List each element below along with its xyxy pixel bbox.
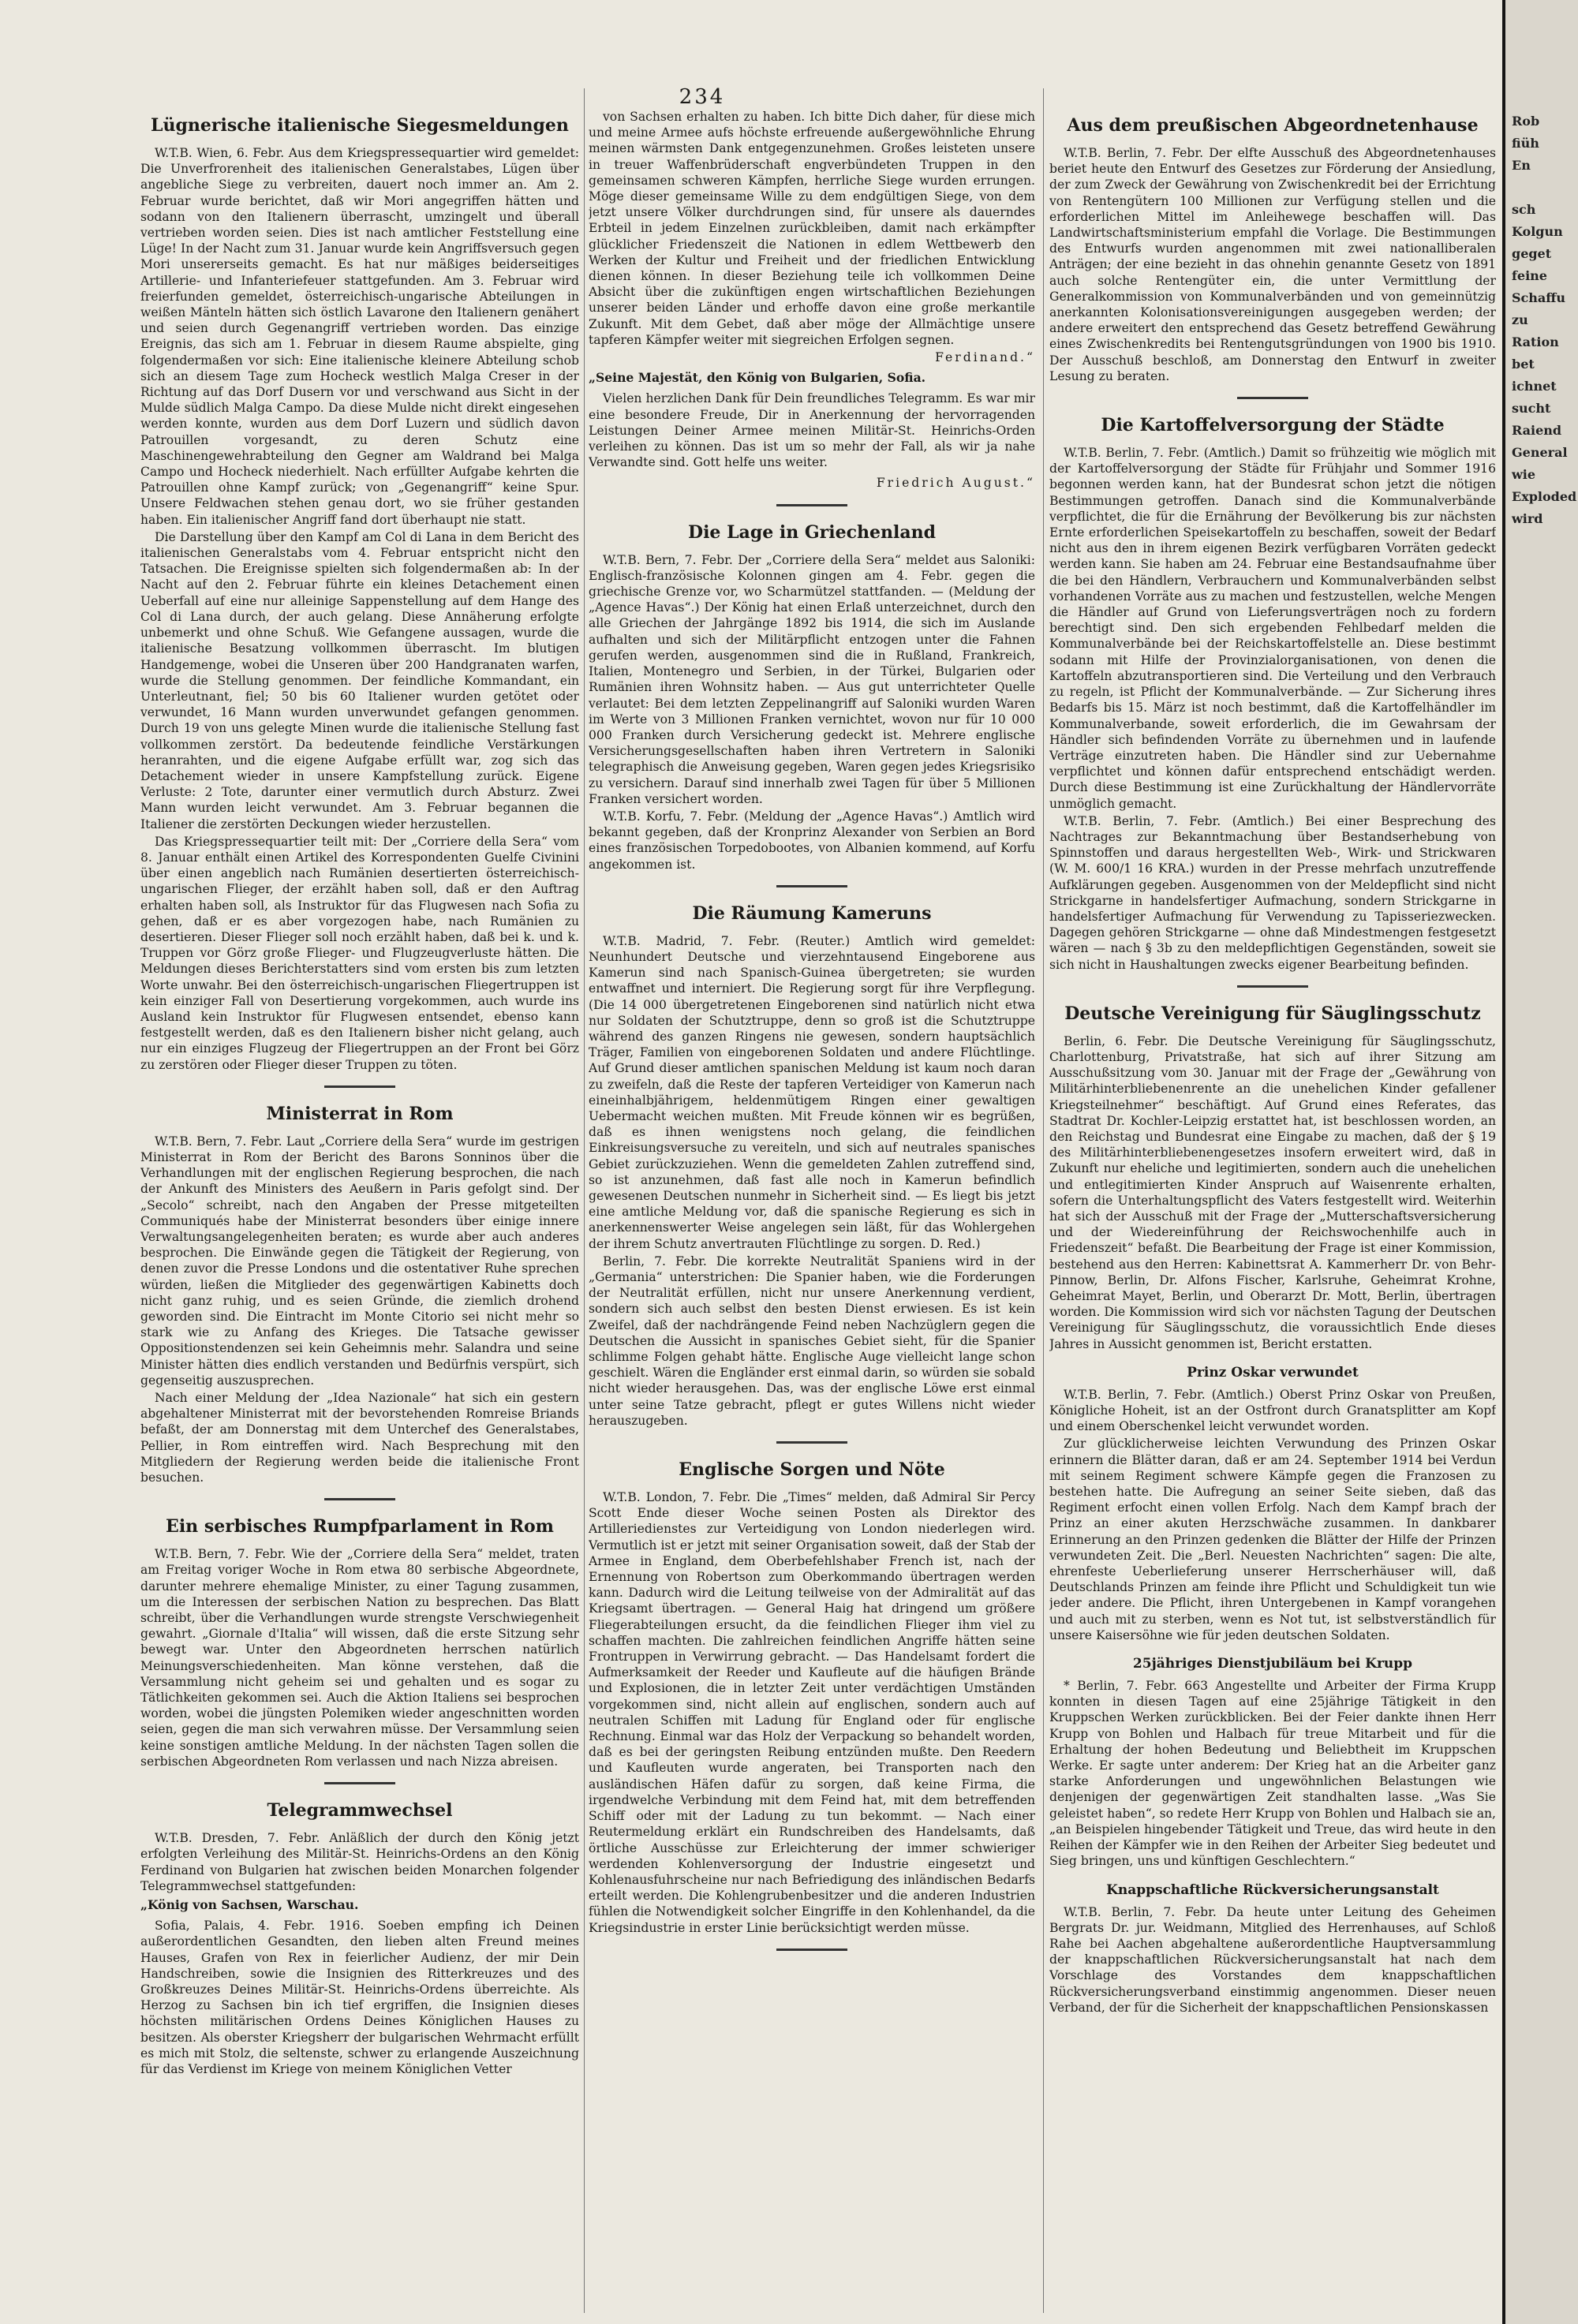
- article-headline: Aus dem preußischen Abgeordnetenhause: [1067, 115, 1479, 136]
- adjacent-page-text: Rob fiüh En sch Kolgun geget feine Schaffu zu Ration bet ichnet sucht Raiend General wie Exploded wird: [1512, 114, 1577, 526]
- article-paragraph: Zur glücklicherweise leichten Verwundung des Prinzen Oskar erinnern die Blätter daran, daß er am 24. September 1914 bei Verdun mit seinem Regiment schwere Kämpfe gegen die Franzosen zu bestehen hatte. Die Aufregung an seiner Seite sieben, daß das Regiment erfocht einen vollen Erfolg. Nach dem Kampf brach der Prinz an einer akuten Herzschwäche zusammen. In dankbarer Erinnerung an den Prinzen gedenken die Blätter der Hilfe der Prinzen verwundeten Zeit. Die „Berl. Neuesten Nachrichten“ sagen: Die alte, ehrenfeste Ueberlieferung unserer Herrscherhäuser will, daß Deutschlands Prinzen am feinde ihre Pflicht und Schuldigkeit tun wie jeder andere. Die Pflicht, ihren Untergebenen in Kampf vorangehen und auch mit zu sterben, wenn es Not tut, ist selbstverständlich für unsere Kaisersöhne wie für jeden deutschen Soldaten.: [1049, 1437, 1496, 1642]
- article-paragraph: W.T.B. Wien, 6. Febr. Aus dem Kriegspressequartier wird gemeldet: Die Unverfrorenheit des italienischen Generalstabes, Lügen über angebliche Siege zu verbreiten, dauert noch immer an. Am 2. Februar wurde berichtet, daß wir Mori angegriffen hätten und sodann von den Italienern überrascht, umzingelt und überall vertrieben worden seien. Dies ist nach amtlicher Feststellung eine Lüge! In der Nacht zum 31. Januar wurde kein Angriffsversuch gegen Mori unsererseits gemacht. Es hat nur mäßiges beiderseitiges Artillerie- und Infanteriefeuer stattgefunden. Am 3. Februar wird freierfunden gemeldet, österreichisch-ungarische Abteilungen in weißen Mänteln hätten sich östlich Lavarone den Italienern genähert und seien durch Gegenangriff vertrieben worden. Das einzige Ereignis, das sich am 1. Februar in diesem Raume abspielte, ging folgendermaßen vor sich: Eine italienische kleinere Abteilung schob sich an diesem Tage zum Hocheck westlich Malga Creser in der Richtung auf das Dorf Dusern vor und verschwand aus Sicht in der Mulde südlich Malga Campo. Da diese Mulde nicht direkt eingesehen werden konnte, wurden aus dem Dorf Luzern und südlich davon Patrouillen vorgesandt, zu deren Schutz eine Maschinengewehrabteilung den Gegner am Waldrand bei Malga Campo und Hocheck niederhielt. Nach erfüllter Aufgabe kehrten die Patrouillen ohne Kampf zurück; von „Gegenangriff“ keine Spur. Unsere Feldwachen stehen genau dort, wo sie früher gestanden haben. Ein italienischer Angriff fand dort überhaupt nie statt.: [140, 146, 579, 527]
- article-serbian-parliament: [140, 1515, 579, 1769]
- article-headline: Telegrammwechsel: [267, 1800, 453, 1821]
- article-krupp-jubilee: [1049, 1654, 1496, 1869]
- article-separator: [776, 1948, 847, 1951]
- article-infant-protection: [1049, 1002, 1496, 1352]
- article-paragraph: * Berlin, 7. Febr. 663 Angestellte und Arbeiter der Firma Krupp konnten in diesen Tagen auf eine 25jährige Tätigkeit in den Kruppschen Werken zurückblicken. Bei der Feier dankte ihnen Herr Krupp von Bohlen und Halbach für treue Mitarbeit und für die Erhaltung der hohen Bedeutung und Beliebtheit im Kruppschen Werke. Er sagte unter anderem: Der Krieg hat an die Arbeiter ganz starke Anforderungen und ungewöhnlichen Belastungen wie denjenigen der gegenwärtigen Zeit standhalten lasse. „Was Sie geleistet haben“, so redete Herr Krupp von Bohlen und Halbach sie an, „an Beispielen hingebender Tätigkeit und Treue, das wird heute in den Reihen der Kämpfer wie in den Reihen der Arbeiter Sieg bedeutet und Sieg bringen, uns und künftigen Geschlechtern.“: [1049, 1679, 1496, 1869]
- article-separator: [776, 504, 847, 506]
- article-subheadline: Knappschaftliche Rückversicherungsanstalt: [1106, 1881, 1439, 1898]
- article-paragraph: W.T.B. Berlin, 7. Febr. (Amtlich.) Oberst Prinz Oskar von Preußen, Königliche Hoheit, ist an der Ostfront durch Granatsplitter am Kopf und einem Oberschenkel leicht verwundet worden.: [1049, 1387, 1496, 1434]
- article-paragraph: W.T.B. Bern, 7. Febr. Laut „Corriere della Sera“ wurde im gestrigen Ministerrat in Rom der Bericht des Barons Sonninos über die Verhandlungen mit der englischen Regierung besprochen, die nach der Ankunft des Ministers des Aeußern in Paris gefolgt sind. Der „Secolo“ schreibt, nach den Angaben der Presse mitgeteilten Communiqués habe der Ministerrat besonders über einige innere Verwaltungsangelegenheiten beraten; es wurde aber auch anderes besprochen. Die Einwände gegen die Tätigkeit der Regierung, von denen zuvor die Presse Londons und die ostentativer Ruhe sprechen würden, ließen die Mitglieder des gegenwärtigen Kabinetts doch nicht ganz ruhig, und es seien Gründe, die ziemlich drohend geworden sind. Die Eintracht im Monte Citorio sei nicht mehr so stark wie zu Anfang des Krieges. Die Tatsache gewisser Oppositionstendenzen sei kein Geheimnis mehr. Salandra und seine Minister hätten dies endlich verstanden und Bedürfnis verspürt, sich gegenseitig auszusprechen.: [140, 1134, 579, 1388]
- article-separator: [776, 1441, 847, 1444]
- telegram-text: Vielen herzlichen Dank für Dein freundliches Telegramm. Es war mir eine besondere Freude, Dir in Anerkennung der hervorragenden Leistungen Deiner Armee meinen Militär-St. Heinrichs-Orden verleihen zu können. Das ist um so mehr der Fall, als wir ja nahe Verwandte sind. Gott helfe uns weiter.: [589, 391, 1035, 470]
- telegram-signature: Friedrich August.“: [876, 476, 1035, 491]
- article-paragraph: W.T.B. Berlin, 7. Febr. (Amtlich.) Damit so frühzeitig wie möglich mit der Kartoffelversorgung der Städte für Frühjahr und Sommer 1916 begonnen werden kann, hat der Bundesrat schon jetzt die nötigen Bestimmungen getroffen. Danach sind die Kommunalverbände verpflichtet, die für die Ernährung der Bevölkerung bis zur nächsten Ernte erforderlichen Speisekartoffeln zu beschaffen, soweit der Bedarf nicht aus den in ihrem eigenen Bezirk verfügbaren Vorräten gedeckt werden kann. Sie haben am 24. Februar eine Bestandsaufnahme über die bei den Händlern, Verbrauchern und Kommunalverbänden selbst vorhandenen Vorräte aus zu machen und festzustellen, welche Mengen die Händler auf Grund von Lieferungsverträgen noch zu fordern berechtigt sind. Den sich ergebenden Fehlbedarf melden die Kommunalverbände bei der Reichskartoffelstelle an. Diese bestimmt sodann mit Hilfe der Provinzialorganisationen, von denen die Kartoffeln abzutransportieren sind. Die Verteilung und den Verbrauch zu regeln, ist Pflicht der Kommunalverbände. — Zur Sicherung ihres Bedarfs bis 15. März ist noch bestimmt, daß die Kartoffelhändler im Kommunalverbande, soweit erforderlich, die im Gewahrsam der Händler sich befindenden Vorräte zu übernehmen und in laufende Verträge einzutreten haben. Die Händler sind zur Uebernahme verpflichtet und können dafür entsprechend entschädigt werden. Durch diese Bestimmung ist eine Zurückhaltung der Händlervorräte unmöglich gemacht.: [1049, 446, 1496, 811]
- article-paragraph: W.T.B. Berlin, 7. Febr. (Amtlich.) Bei einer Besprechung des Nachtrages zur Bekanntmachung über Bestandserhebung von Spinnstoffen und daraus hergestellten Web-, Wirk- und Strickwaren (W. M. 600/1 16 KRA.) wurden in der Presse mehrfach unzutreffende Aufklärungen gegeben. Ausgenommen von der Meldepflicht sind nicht Strickgarne in handelsfertiger Aufmachung, sondern Strickgarne in handelsfertiger Aufmachung für Verwendung zu Tapisseriezwecken. Dagegen gehören Strickgarne — ohne daß Mindestmengen festgesetzt wären — nach § 3b zu den meldepflichtigen Gegenständen, soweit sie sich nicht in Haushaltungen zwecks eigener Bearbeitung befinden.: [1049, 813, 1496, 972]
- article-headline: Lügnerische italienische Siegesmeldungen: [151, 115, 569, 136]
- article-paragraph: Berlin, 6. Febr. Die Deutsche Vereinigung für Säuglingsschutz, Charlottenburg, Privatstraße, hat sich auf ihrer Sitzung am Ausschußsitzung vom 30. Januar mit der Frage der „Gewährung von Militärhinterbliebenenrente an die unehelichen Kinder gefallener Kriegsteilnehmer“ beschäftigt. Auf Grund eines Referates, das Stadtrat Dr. Kochler-Leipzig erstattet hat, ist beschlossen worden, an den Reichstag und Bundesrat eine Eingabe zu machen, daß der § 19 des Militärhinterbliebenengesetzes insofern erweitert wird, daß in Zukunft nur eheliche und legitimierten, sondern auch die unehelichen und entlegitimierten Kinder Anspruch auf Waisenrente erhalten, sofern die Unterhaltungspflicht des Vaters festgestellt wird. Weiterhin hat sich der Ausschuß mit der Frage der „Mutterschaftsversicherung und der Wiedereinführung der Reichswochenhilfe auch in Friedenszeit“ befaßt. Die Bearbeitung der Frage ist einer Kommission, bestehend aus den Herren: Kabinettsrat A. Kammerherr Dr. von Behr-Pinnow, Berlin, Dr. Alfons Fischer, Karlsruhe, Geheimrat Krohne, Geheimrat Mayet, Berlin, und Oberarzt Dr. Mott, Berlin, übertragen worden. Die Kommission wird sich vor nächsten Tagung der Deutschen Vereinigung für Säuglingsschutz, die voraussichtlich Ende dieses Jahres in Aussicht genommen ist, Bericht erstatten.: [1049, 1033, 1496, 1351]
- column-3: [1049, 109, 1496, 2310]
- article-paragraph: W.T.B. Berlin, 7. Febr. Da heute unter Leitung des Geheimen Bergrats Dr. jur. Weidmann, Mitglied des Herrenhauses, auf Schloß Rahe bei Aachen abgehaltene außerordentliche Hauptversammlung der knappschaftlichen Rückversicherungsanstalt hat nach dem Vorschlage des Vorstandes dem knappschaftlichen Rückversicherungsverband einstimmig angenommen. Dieser neuen Verband, der für die Sicherheit der knappschaftlichen Pensionskassen: [1049, 1904, 1496, 2015]
- telegram-address: „König von Sachsen, Warschau.: [140, 1896, 359, 1912]
- telegram-text: Sofia, Palais, 4. Febr. 1916. Soeben empfing ich Deinen außerordentlichen Gesandten, den lieben alten Freund meines Hauses, Grafen von Rex in feierlicher Audienz, der mir Dein Handschreiben, sowie die Insignien des Ritterkreuzes und des Großkreuzes Deines Militär-St. Heinrichs-Ordens überreichte. Als Herzog zu Sachsen bin ich tief ergriffen, die Insignien dieses höchsten militärischen Ordens Deines Königlichen Hauses zu besitzen. Als oberster Kriegsherr der bulgarischen Wehrmacht erfüllt es mich mit Stolz, die seltenste, schwer zu erlangende Auszeichnung für das Verdienst im Kriege von meinem Königlichen Vetter: [140, 1919, 579, 2076]
- article-separator: [324, 1782, 395, 1784]
- article-separator: [1237, 985, 1308, 988]
- article-paragraph: W.T.B. Bern, 7. Febr. Der „Corriere della Sera“ meldet aus Saloniki: Englisch-französische Kolonnen gingen am 4. Febr. gegen die griechische Grenze vor, wo Scharmützel stattfanden. — (Meldung der „Agence Havas“.) Der König hat einen Erlaß unterzeichnet, durch den alle Griechen der Jahrgänge 1892 bis 1914, die sich im Auslande aufhalten und sich der Militärpflicht entzogen unter die Fahnen gerufen werden, ausgenommen sind die in Rußland, Frankreich, Italien, Montenegro und Serbien, in der Türkei, Bulgarien oder Rumänien ihren Wohnsitz haben. — Aus gut unterrichteter Quelle verlautet: Bei dem letzten Zeppelinangriff auf Saloniki wurden Waren im Werte von 3 Millionen Franken vernichtet, wovon nur für 10 000 000 Franken durch Versicherung gedeckt ist. Mehrere englische Versicherungsgesellschaften haben ihren Vertretern in Saloniki telegraphisch die Anweisung gegeben, Waren gegen jedes Kriegsrisiko zu versichern. Darauf sind innerhalb zwei Tagen für über 5 Millionen Franken versichert worden.: [589, 552, 1035, 806]
- article-paragraph: W.T.B. Madrid, 7. Febr. (Reuter.) Amtlich wird gemeldet: Neunhundert Deutsche und vierzehntausend Eingeborene aus Kamerun sind nach Spanisch-Guinea übergetreten; sie wurden entwaffnet und interniert. Die Regierung sorgt für ihre Verpflegung. (Die 14 000 übergetretenen Eingeborenen sind natürlich nicht etwa nur Soldaten der Schutztruppe, denn so groß ist die Schutztruppe während des ganzen Ringens nie gewesen, sondern hauptsächlich Träger, Familien von eingeborenen Soldaten und andere Flüchtlinge. Auf Grund dieser amtlichen spanischen Meldung ist kaum noch daran zu zweifeln, daß die Reste der tapferen Verteidiger von Kamerun nach eineinhalbjährigem, heldenmütigem Ringen einer gewaltigen Uebermacht weichen mußten. Mit Freude können wir es begrüßen, daß es ihnen wenigstens noch gelang, die feindlichen Einkreisungsversuche zu vereiteln, und sich auf neutrales spanisches Gebiet zurückzuziehen. Wenn die gemeldeten Zahlen zutreffend sind, so ist anzunehmen, daß fast alle noch in Kamerun befindlich gewesenen Deutschen nunmehr in Sicherheit sind. — Es liegt bis jetzt eine amtliche Meldung vor, daß die spanische Regierung es sich in anerkennenswerter Weise angelegen sein läßt, für das Wohlergehen der ihrem Schutz anvertrauten Flüchtlinge zu sorgen. D. Red.): [589, 933, 1035, 1251]
- article-telegram-exchange: [140, 1799, 579, 2077]
- adjacent-page-fragment: [1505, 0, 1578, 2324]
- column-2: [589, 109, 1035, 2310]
- article-paragraph: W.T.B. Korfu, 7. Febr. (Meldung der „Agence Havas“.) Amtlich wird bekannt gegeben, daß der Kronprinz Alexander von Serbien an Bord eines französischen Torpedobootes, von Albanien kommend, auf Korfu angekommen ist.: [589, 809, 1035, 872]
- article-greece: [589, 521, 1035, 872]
- article-headline: Englische Sorgen und Nöte: [679, 1459, 945, 1481]
- article-headline: Die Lage in Griechenland: [688, 521, 936, 543]
- article-paragraph: W.T.B. Bern, 7. Febr. Wie der „Corriere della Sera“ meldet, traten am Freitag voriger Woche in Rom etwa 80 serbische Abgeordnete, darunter mehrere ehemalige Minister, zu einer Tagung zusammen, um die Interessen der serbischen Nation zu besprechen. Das Blatt schreibt, über die Verhandlungen wurde strengste Verschwiegenheit gewahrt. „Giornale d'Italia“ will wissen, daß die erste Sitzung sehr bewegt war. Unter den Abgeordneten herrschen natürlich Meinungsverschiedenheiten. Man könne verstehen, daß die Versammlung nicht geheim sei und gehalten und es sogar zu Tätlichkeiten gekommen sei. Auch die Aktion Italiens sei besprochen worden, wobei die jüngsten Polemiken wieder angeschnitten worden seien, gegen die man sich verwahren müsse. Der Versammlung seien keine sonstigen amtliche Meldung. In der nächsten Tagen sollen die serbischen Abgeordneten Rom verlassen und nach Nizza abreisen.: [140, 1547, 579, 1769]
- article-italian-reports: [140, 114, 579, 1073]
- article-headline: Die Räumung Kameruns: [692, 902, 932, 924]
- telegram-signature: Ferdinand.“: [935, 350, 1035, 365]
- article-ministerrat: [140, 1102, 579, 1485]
- article-english-worries: [589, 1458, 1035, 1936]
- article-headline: Ministerrat in Rom: [266, 1103, 454, 1124]
- article-paragraph: W.T.B. Berlin, 7. Febr. Der elfte Ausschuß des Abgeordnetenhauses beriet heute den Entwurf des Gesetzes zur Förderung der Ansiedlung, der zum Zweck der Gewährung von Zwischenkredit bei der Errichtung von Rentengütern 100 Millionen zur Verfügung stellen und die erforderlichen Mittel im Anleihewege beschaffen will. Das Landwirtschaftsministerium empfahl die Vorlage. Die Bestimmungen des Entwurfs wurden angenommen mit zwei nationalliberalen Anträgen; der eine bezieht in das ohnehin genannte Gesetz von 1891 auch solche Rentengüter ein, die unter Vermittlung der Generalkommission von Kommunalverbänden und von gemeinnützig anerkannten Kolonisationsvereinigungen ausgegeben werden; der andere erweitert den entsprechend das Gesetz betreffend Gewährung eines Zwischenkredits bei Rentengutsgründungen von 1900 bis 1910. Der Ausschuß beschloß, am Donnerstag den Entwurf in zweiter Lesung zu beraten.: [1049, 146, 1496, 383]
- article-separator: [1237, 397, 1308, 399]
- article-reinsurance: [1049, 1881, 1496, 2016]
- article-prussian-parliament: [1049, 114, 1496, 384]
- telegram-address: „Seine Majestät, den König von Bulgarien, Sofia.: [589, 370, 926, 386]
- column-rule: [1043, 88, 1044, 2313]
- article-paragraph: Die Darstellung über den Kampf am Col di Lana in dem Bericht des italienischen Generalstabs vom 4. Februar entspricht nicht den Tatsachen. Die Ereignisse spielten sich folgendermaßen ab: In der Nacht auf den 2. Februar führte ein kleines Detachement einen Ueberfall auf eine nur alleinige Sappenstellung auf dem Hange des Col di Lana durch, der auch gelang. Diese Annäherung erfolgte unbemerkt und ohne Schuß. Wie Gefangene aussagen, wurde die italienische Besatzung vollkommen überrascht. Im blutigen Handgemenge, wobei die Unseren über 200 Handgranaten warfen, wurde die Stellung genommen. Der feindliche Kommandant, ein Unterleutnant, fiel; 50 bis 60 Italiener wurden getötet oder verwundet, 16 Mann wurden unverwundet gefangen genommen. Durch 19 von uns gelegte Minen wurde die italienische Stellung fast vollkommen zerstört. Da bedeutende feindliche Verstärkungen heranrahten, und die eigene Aufgabe erfüllt war, zog sich das Detachement wieder in unsere Kampfstellung zurück. Eigene Verluste: 2 Tote, darunter einer vermutlich durch Absturz. Zwei Mann wurden leicht verwundet. Am 3. Februar begannen die Italiener die zerstörten Deckungen wieder herzustellen.: [140, 529, 579, 831]
- column-1: [140, 109, 579, 2310]
- article-paragraph: W.T.B. Dresden, 7. Febr. Anläßlich der durch den König jetzt erfolgten Verleihung des Militär-St. Heinrichs-Ordens an den König Ferdinand von Bulgarien hat zwischen beiden Monarchen folgender Telegrammwechsel stattgefunden:: [140, 1831, 579, 1893]
- article-paragraph: W.T.B. London, 7. Febr. Die „Times“ melden, daß Admiral Sir Percy Scott Ende dieser Woche seinen Posten als Direktor des Artilleriedienstes zur Verteidigung von London niederlegen wird. Vermutlich ist er jetzt mit seiner Organisation soweit, daß der Stab der Armee in England, dem Oberbefehlshaber French ist, nach der Ernennung von Robertson zum Oberkommando übertragen werden kann. Dadurch wird die Leitung teilweise von der Admiralität auf das Kriegsamt übertragen. — General Haig hat dringend um größere Fliegerabteilungen ersucht, da die feindlichen Flieger ihm viel zu schaffen machten. Die zahlreichen feindlichen Angriffe hätten seine Frontruppen in Verwirrung gebracht. — Das Handelsamt fordert die Aufmerksamkeit der Reeder und Kaufleute auf die häufigen Brände und Explosionen, die in letzter Zeit unter verdächtigen Umständen vorgekommen sind, nicht allein auf englischen, sondern auch auf neutralen Schiffen mit Ladung für England oder für englische Rechnung. Einmal war das Holz der Verpackung so behandelt worden, daß es bei der geringsten Reibung entzünden mußte. Den Reedern und Kaufleuten wurde angeraten, bei Transporten nach den ausländischen Häfen dafür zu sorgen, daß keine Firma, die irgendwelche Verbindung mit dem Feind hat, mit dem betreffenden Schiff oder mit der Ladung zu tun bekommt. — Nach einer Reutermeldung erklärt ein Rundschreiben des Handelsamts, daß örtliche Ausschüsse zur Erleichterung der immer schwieriger werdenden Kohlenversorgung der Industrie eingesetzt und Kohlenausfuhrscheine nur nach Befriedigung des inländischen Bedarfs erteilt werden. Die Kohlengrubenbesitzer und die anderen Industrien fühlen die Notwendigkeit solcher Eingriffe in den Kohlenhandel, da die Kriegsindustrie in erster Linie berücksichtigt werden müsse.: [589, 1490, 1035, 1935]
- article-headline: Ein serbisches Rumpfparlament in Rom: [166, 1516, 554, 1538]
- article-headline: Deutsche Vereinigung für Säuglingsschutz: [1064, 1003, 1481, 1024]
- article-separator: [324, 1085, 395, 1088]
- article-subheadline: Prinz Oskar verwundet: [1187, 1364, 1359, 1381]
- article-telegram-continued: [589, 109, 1035, 491]
- article-cameroon: [589, 902, 1035, 1429]
- article-headline: Die Kartoffelversorgung der Städte: [1101, 415, 1445, 436]
- article-paragraph: Berlin, 7. Febr. Die korrekte Neutralität Spaniens wird in der „Germania“ unterstrichen: Die Spanier haben, wie die Forderungen der Neutralität erfüllen, nicht nur unsere Anerkennung verdient, sondern sich auch selbst den besten Dienst erwiesen. Es ist kein Zweifel, daß der nachdrängende Feind neben Nachzüglern gegen die Deutschen die Aussicht in spanisches Gebiet sieht, für die Spanier schlimme Folgen gehabt hätte. Englische Auge vielleicht lange schon geschielt. Wären die Engländer erst einmal darin, so würden sie sobald nicht wieder herausgehen. Das, was der englische Löwe erst einmal unter seine Tatze gebracht, pflegt er gutes Willens nicht wieder herauszugeben.: [589, 1254, 1035, 1428]
- column-rule: [584, 88, 585, 2313]
- article-paragraph: Das Kriegspressequartier teilt mit: Der „Corriere della Sera“ vom 8. Januar enthält einen Artikel des Korrespondenten Guelfe Civinini über einen angeblich nach Rumänien desertierten österreichisch-ungarischen Flieger, der erzählt haben soll, daß er den Auftrag erhalten haben soll, als Instruktor für das Flugwesen nach Sofia zu gehen, daß er es aber vorgezogen habe, nach Rumänien zu desertieren. Dieser Flieger soll noch erzählt haben, daß bei k. und k. Truppen vor Görz große Flieger- und Flugzeugverluste hätten. Die Meldungen dieses Berichterstatters sind vom ersten bis zum letzten Worte unwahr. Bei den österreichisch-ungarischen Fliegertruppen ist kein einziger Fall von Desertierung vorgekommen, auch wurde ins Ausland kein Instruktor für Flugwesen entsendet, ebenso kann festgestellt werden, daß es den Italienern bisher nicht gelang, auch nur ein einziges Flugzeug der Fliegertruppen an der Front bei Görz zu zerstören oder Flieger dieser Truppen zu töten.: [140, 834, 579, 1072]
- article-separator: [324, 1498, 395, 1500]
- article-separator: [776, 885, 847, 887]
- article-paragraph: von Sachsen erhalten zu haben. Ich bitte Dich daher, für diese mich und meine Armee aufs höchste erfreuende außergewöhnliche Ehrung meinen wärmsten Dank entgegenzunehmen. Großes leisteten unsere in treuer Waffenbrüderschaft engverbündeten Truppen in den gemeinsamen schweren Kämpfen, herrliche Siege wurden errungen. Möge dieser gemeinsame Wille zu dem endgültigen Siege, von dem jetzt unsere Völker durchdrungen sind, für unsere als dauerndes Erbteil in jedem Einzelnen zurückbleiben, damit nach erkämpfter glücklicher Friedenszeit die Nationen in edlem Wettbewerb den Werken der Kultur und Freiheit und der friedlichen Entwicklung dienen können. In dieser Beziehung teile ich vollkommen Deine Absicht über die zukünftigen engen wirtschaftlichen Beziehungen unserer beiden Länder und erhoffe davon eine große merkantile Zukunft. Mit dem Gebet, daß aber möge der Allmächtige unsere tapferen Kämpfer weiter mit siegreichen Erfolgen segnen.: [589, 110, 1035, 347]
- article-potato-supply: [1049, 413, 1496, 973]
- page-number: 234: [679, 85, 726, 109]
- article-prince-oskar: [1049, 1363, 1496, 1643]
- article-paragraph: Nach einer Meldung der „Idea Nazionale“ hat sich ein gestern abgehaltener Ministerrat mit der bevorstehenden Romreise Briands befaßt, der am Donnerstag mit dem Unterchef des Generalstabes, Pellier, in Rom eintreffen wird. Nach Besprechung mit den Mitgliedern der Regierung werden beide die italienische Front besuchen.: [140, 1391, 579, 1485]
- article-subheadline: 25jähriges Dienstjubiläum bei Krupp: [1132, 1656, 1413, 1672]
